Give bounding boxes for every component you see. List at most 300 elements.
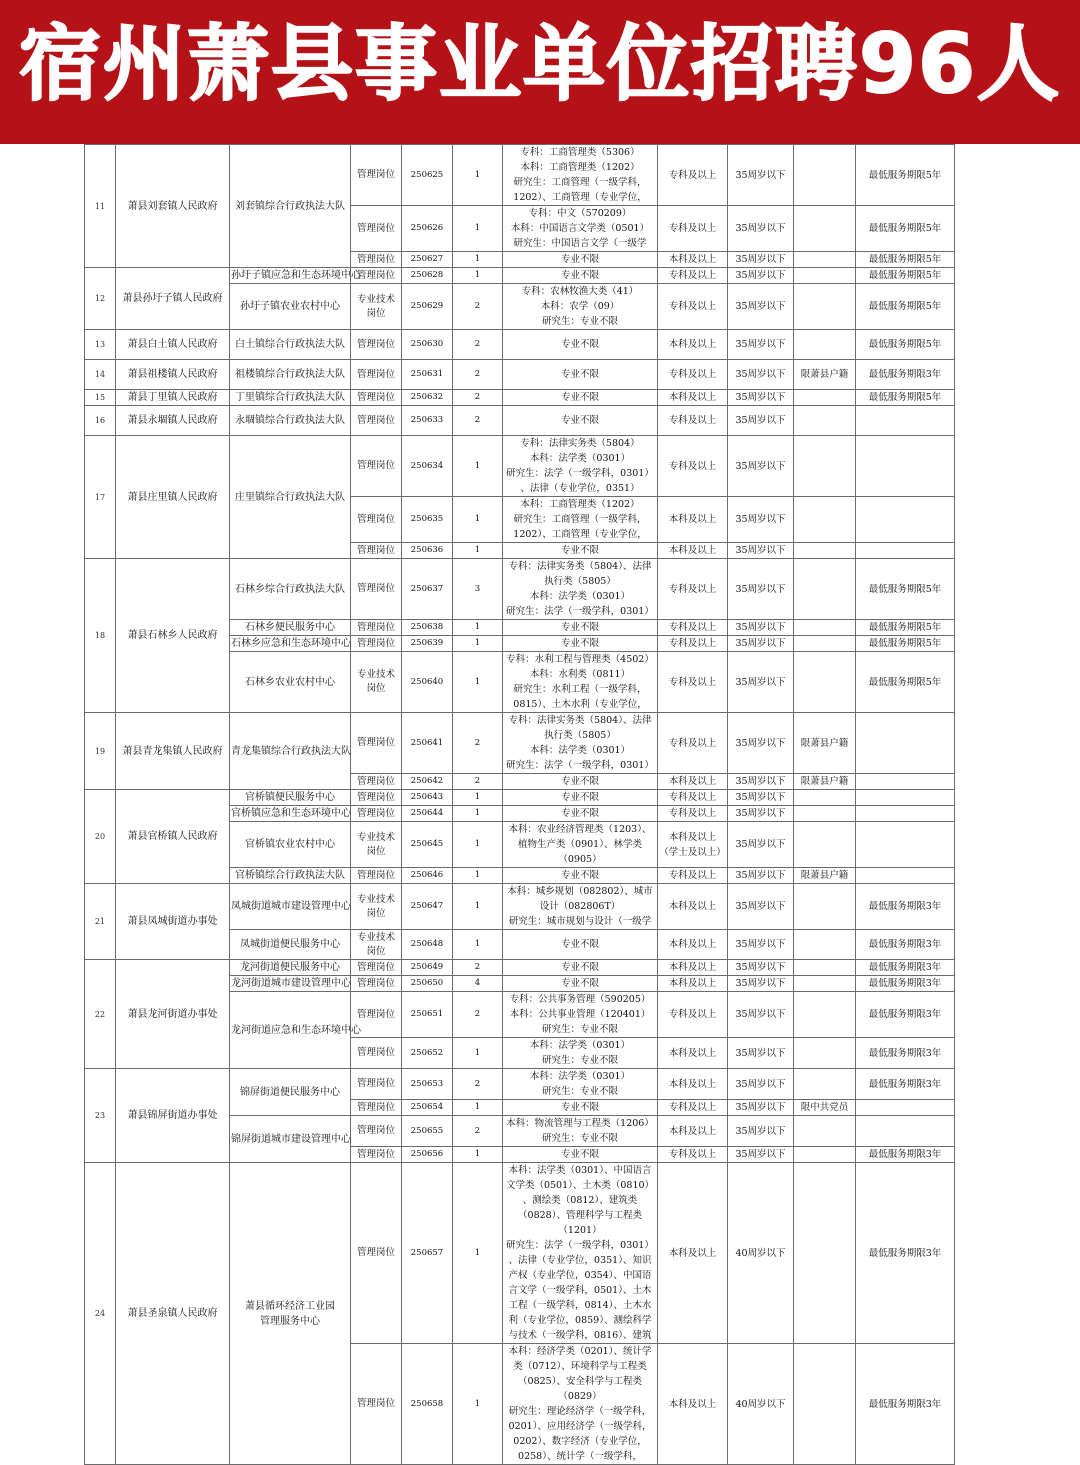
post-category-cell: 管理岗位 bbox=[351, 960, 402, 976]
other-requirement-cell bbox=[794, 976, 856, 992]
post-code-cell: 250632 bbox=[402, 390, 453, 406]
education-cell: 专科及以上 bbox=[658, 360, 728, 390]
employer-unit-cell: 萧县圣泉镇人民政府 bbox=[116, 1163, 230, 1465]
major-requirement-cell: 专业不限 bbox=[503, 930, 658, 960]
major-requirement-cell: 专科：中文（570209） 本科：中国语言文学类（0501） 研究生：中国语言文学（一级学 bbox=[503, 206, 658, 252]
post-code-cell: 250645 bbox=[402, 822, 453, 868]
other-requirement-cell bbox=[794, 284, 856, 330]
age-cell: 35周岁以下 bbox=[728, 976, 794, 992]
major-requirement-cell: 本科：经济学类（0201）、统计学 类（0712）、环境科学与工程类 （0825）、安全科学与工程类 （0829） 研究生：理论经济学（一级学科， 0201）、应用经济学（一级学科， 0202）、数字经济（专业学位， 0258）、统计学（一级学科， bbox=[503, 1344, 658, 1465]
major-requirement-cell: 专业不限 bbox=[503, 390, 658, 406]
recruiting-unit-cell: 永堌镇综合行政执法大队 bbox=[230, 406, 351, 436]
serial-number-cell: 11 bbox=[85, 145, 116, 268]
post-code-cell: 250655 bbox=[402, 1116, 453, 1147]
age-cell: 35周岁以下 bbox=[728, 822, 794, 868]
major-requirement-cell: 专业不限 bbox=[503, 868, 658, 884]
remark-cell bbox=[856, 822, 955, 868]
education-cell: 专科及以上 bbox=[658, 868, 728, 884]
remark-cell: 最低服务期限3年 bbox=[856, 1069, 955, 1100]
remark-cell: 最低服务期限5年 bbox=[856, 284, 955, 330]
recruiting-unit-cell: 丁里镇综合行政执法大队 bbox=[230, 390, 351, 406]
hiring-count-cell: 1 bbox=[453, 1100, 503, 1116]
post-code-cell: 250643 bbox=[402, 790, 453, 806]
post-category-cell: 管理岗位 bbox=[351, 806, 402, 822]
post-category-cell: 管理岗位 bbox=[351, 559, 402, 620]
education-cell: 专科及以上 bbox=[658, 652, 728, 713]
table-row bbox=[85, 559, 955, 620]
post-code-cell: 250647 bbox=[402, 884, 453, 930]
remark-cell: 最低服务期限5年 bbox=[856, 252, 955, 268]
age-cell: 35周岁以下 bbox=[728, 636, 794, 652]
serial-number-cell: 16 bbox=[85, 406, 116, 436]
age-cell: 35周岁以下 bbox=[728, 406, 794, 436]
hiring-count-cell: 1 bbox=[453, 790, 503, 806]
serial-number-cell: 22 bbox=[85, 960, 116, 1069]
post-category-cell: 管理岗位 bbox=[351, 1116, 402, 1147]
recruiting-unit-cell: 龙河街道便民服务中心 bbox=[230, 960, 351, 976]
post-code-cell: 250640 bbox=[402, 652, 453, 713]
post-category-cell: 管理岗位 bbox=[351, 1069, 402, 1100]
post-category-cell: 管理岗位 bbox=[351, 543, 402, 559]
remark-cell: 最低服务期限3年 bbox=[856, 960, 955, 976]
employer-unit-cell: 萧县石林乡人民政府 bbox=[116, 559, 230, 713]
remark-cell bbox=[856, 543, 955, 559]
recruiting-unit-cell: 官桥镇便民服务中心 bbox=[230, 790, 351, 806]
remark-cell: 最低服务期限5年 bbox=[856, 145, 955, 206]
other-requirement-cell bbox=[794, 543, 856, 559]
employer-unit-cell: 萧县孙圩子镇人民政府 bbox=[116, 268, 230, 330]
education-cell: 专科及以上 bbox=[658, 268, 728, 284]
age-cell: 35周岁以下 bbox=[728, 206, 794, 252]
major-requirement-cell: 本科：工商管理类（1202） 研究生：工商管理（一级学科， 1202）、工商管理（专业学位， bbox=[503, 497, 658, 543]
age-cell: 35周岁以下 bbox=[728, 543, 794, 559]
other-requirement-cell bbox=[794, 330, 856, 360]
education-cell: 本科及以上 bbox=[658, 543, 728, 559]
remark-cell: 最低服务期限3年 bbox=[856, 1038, 955, 1069]
education-cell: 本科及以上 bbox=[658, 252, 728, 268]
remark-cell: 最低服务期限3年 bbox=[856, 1344, 955, 1465]
post-category-cell: 管理岗位 bbox=[351, 252, 402, 268]
major-requirement-cell: 专业不限 bbox=[503, 268, 658, 284]
age-cell: 35周岁以下 bbox=[728, 884, 794, 930]
age-cell: 40周岁以下 bbox=[728, 1344, 794, 1465]
hiring-count-cell: 2 bbox=[453, 713, 503, 774]
major-requirement-cell: 专业不限 bbox=[503, 790, 658, 806]
recruiting-unit-cell: 石林乡综合行政执法大队 bbox=[230, 559, 351, 620]
hiring-count-cell: 2 bbox=[453, 960, 503, 976]
post-code-cell: 250657 bbox=[402, 1163, 453, 1344]
post-code-cell: 250641 bbox=[402, 713, 453, 774]
hiring-count-cell: 1 bbox=[453, 145, 503, 206]
age-cell: 35周岁以下 bbox=[728, 1038, 794, 1069]
post-code-cell: 250649 bbox=[402, 960, 453, 976]
remark-cell: 最低服务期限5年 bbox=[856, 268, 955, 284]
other-requirement-cell bbox=[794, 1147, 856, 1163]
post-category-cell: 管理岗位 bbox=[351, 1147, 402, 1163]
other-requirement-cell: 限中共党员 bbox=[794, 1100, 856, 1116]
hiring-count-cell: 2 bbox=[453, 390, 503, 406]
hiring-count-cell: 2 bbox=[453, 360, 503, 390]
education-cell: 本科及以上 bbox=[658, 1116, 728, 1147]
major-requirement-cell: 专科：农林牧渔大类（41） 本科：农学（09） 研究生：专业不限 bbox=[503, 284, 658, 330]
education-cell: 本科及以上 bbox=[658, 774, 728, 790]
table-row bbox=[85, 1163, 955, 1344]
employer-unit-cell: 萧县刘套镇人民政府 bbox=[116, 145, 230, 268]
post-category-cell: 管理岗位 bbox=[351, 976, 402, 992]
hiring-count-cell: 3 bbox=[453, 559, 503, 620]
remark-cell bbox=[856, 406, 955, 436]
post-category-cell: 管理岗位 bbox=[351, 1100, 402, 1116]
age-cell: 35周岁以下 bbox=[728, 652, 794, 713]
age-cell: 35周岁以下 bbox=[728, 1100, 794, 1116]
major-requirement-cell: 专业不限 bbox=[503, 806, 658, 822]
other-requirement-cell bbox=[794, 790, 856, 806]
post-code-cell: 250633 bbox=[402, 406, 453, 436]
hiring-count-cell: 1 bbox=[453, 1147, 503, 1163]
hiring-count-cell: 4 bbox=[453, 976, 503, 992]
recruiting-unit-cell: 孙圩子镇应急和生态环境中心 bbox=[230, 268, 351, 284]
post-code-cell: 250635 bbox=[402, 497, 453, 543]
education-cell: 专科及以上 bbox=[658, 145, 728, 206]
employer-unit-cell: 萧县白土镇人民政府 bbox=[116, 330, 230, 360]
remark-cell: 最低服务期限5年 bbox=[856, 652, 955, 713]
title-banner bbox=[0, 0, 1080, 144]
major-requirement-cell: 专业不限 bbox=[503, 252, 658, 268]
other-requirement-cell bbox=[794, 559, 856, 620]
age-cell: 35周岁以下 bbox=[728, 774, 794, 790]
post-code-cell: 250650 bbox=[402, 976, 453, 992]
education-cell: 本科及以上 bbox=[658, 1344, 728, 1465]
major-requirement-cell: 专业不限 bbox=[503, 976, 658, 992]
age-cell: 35周岁以下 bbox=[728, 284, 794, 330]
post-code-cell: 250637 bbox=[402, 559, 453, 620]
education-cell: 专科及以上 bbox=[658, 713, 728, 774]
remark-cell bbox=[856, 806, 955, 822]
age-cell: 35周岁以下 bbox=[728, 992, 794, 1038]
post-category-cell: 管理岗位 bbox=[351, 436, 402, 497]
major-requirement-cell: 专科：工商管理类（5306） 本科：工商管理类（1202） 研究生：工商管理（一级学科， 1202）、工商管理（专业学位， bbox=[503, 145, 658, 206]
post-code-cell: 250658 bbox=[402, 1344, 453, 1465]
hiring-count-cell: 1 bbox=[453, 543, 503, 559]
hiring-count-cell: 2 bbox=[453, 1116, 503, 1147]
remark-cell: 最低服务期限5年 bbox=[856, 559, 955, 620]
major-requirement-cell: 本科：城乡规划（082802）、城市 设计（082806T） 研究生：城市规划与设计（一级学 bbox=[503, 884, 658, 930]
page-title: 宿州萧县事业单位招聘96人 bbox=[18, 17, 1062, 112]
remark-cell: 最低服务期限3年 bbox=[856, 1163, 955, 1344]
remark-cell bbox=[856, 868, 955, 884]
post-category-cell: 管理岗位 bbox=[351, 1344, 402, 1465]
employer-unit-cell: 萧县官桥镇人民政府 bbox=[116, 790, 230, 884]
hiring-count-cell: 2 bbox=[453, 992, 503, 1038]
recruitment-table-container bbox=[84, 144, 956, 1462]
post-code-cell: 250631 bbox=[402, 360, 453, 390]
hiring-count-cell: 1 bbox=[453, 620, 503, 636]
other-requirement-cell bbox=[794, 1116, 856, 1147]
education-cell: 专科及以上 bbox=[658, 406, 728, 436]
remark-cell: 最低服务期限3年 bbox=[856, 360, 955, 390]
recruiting-unit-cell: 龙河街道城市建设管理中心 bbox=[230, 976, 351, 992]
education-cell: 本科及以上 bbox=[658, 390, 728, 406]
other-requirement-cell: 限萧县户籍 bbox=[794, 713, 856, 774]
post-code-cell: 250629 bbox=[402, 284, 453, 330]
major-requirement-cell: 专业不限 bbox=[503, 960, 658, 976]
major-requirement-cell: 专业不限 bbox=[503, 406, 658, 436]
other-requirement-cell bbox=[794, 652, 856, 713]
major-requirement-cell: 专科：水利工程与管理类（4502） 本科：水利类（0811） 研究生：水利工程（一级学科， 0815）、土木水利（专业学位， bbox=[503, 652, 658, 713]
remark-cell: 最低服务期限3年 bbox=[856, 976, 955, 992]
education-cell: 本科及以上 bbox=[658, 497, 728, 543]
other-requirement-cell bbox=[794, 1163, 856, 1344]
education-cell: 本科及以上 bbox=[658, 884, 728, 930]
education-cell: 本科及以上 bbox=[658, 976, 728, 992]
post-code-cell: 250652 bbox=[402, 1038, 453, 1069]
major-requirement-cell: 专业不限 bbox=[503, 360, 658, 390]
employer-unit-cell: 萧县永堌镇人民政府 bbox=[116, 406, 230, 436]
table-row bbox=[85, 884, 955, 930]
hiring-count-cell: 1 bbox=[453, 1163, 503, 1344]
serial-number-cell: 24 bbox=[85, 1163, 116, 1465]
age-cell: 35周岁以下 bbox=[728, 559, 794, 620]
education-cell: 专科及以上 bbox=[658, 559, 728, 620]
hiring-count-cell: 1 bbox=[453, 1344, 503, 1465]
table-row bbox=[85, 390, 955, 406]
remark-cell bbox=[856, 1116, 955, 1147]
recruiting-unit-cell: 官桥镇综合行政执法大队 bbox=[230, 868, 351, 884]
major-requirement-cell: 专业不限 bbox=[503, 1147, 658, 1163]
post-code-cell: 250656 bbox=[402, 1147, 453, 1163]
recruiting-unit-cell: 刘套镇综合行政执法大队 bbox=[230, 145, 351, 268]
remark-cell: 最低服务期限5年 bbox=[856, 620, 955, 636]
other-requirement-cell bbox=[794, 1038, 856, 1069]
other-requirement-cell bbox=[794, 636, 856, 652]
age-cell: 35周岁以下 bbox=[728, 1147, 794, 1163]
post-category-cell: 专业技术 岗位 bbox=[351, 930, 402, 960]
employer-unit-cell: 萧县丁里镇人民政府 bbox=[116, 390, 230, 406]
post-category-cell: 管理岗位 bbox=[351, 790, 402, 806]
other-requirement-cell: 限萧县户籍 bbox=[794, 868, 856, 884]
recruiting-unit-cell: 锦屏街道便民服务中心 bbox=[230, 1069, 351, 1116]
education-cell: 专科及以上 bbox=[658, 620, 728, 636]
serial-number-cell: 17 bbox=[85, 436, 116, 559]
recruiting-unit-cell: 石林乡农业农村中心 bbox=[230, 652, 351, 713]
other-requirement-cell bbox=[794, 206, 856, 252]
major-requirement-cell: 专科：法律实务类（5804）、法律 执行类（5805） 本科：法学类（0301） 研究生：法学（一级学科，0301） bbox=[503, 713, 658, 774]
remark-cell: 最低服务期限5年 bbox=[856, 330, 955, 360]
serial-number-cell: 14 bbox=[85, 360, 116, 390]
remark-cell: 最低服务期限3年 bbox=[856, 1147, 955, 1163]
serial-number-cell: 19 bbox=[85, 713, 116, 790]
post-code-cell: 250648 bbox=[402, 930, 453, 960]
serial-number-cell: 21 bbox=[85, 884, 116, 960]
other-requirement-cell bbox=[794, 1344, 856, 1465]
hiring-count-cell: 1 bbox=[453, 868, 503, 884]
serial-number-cell: 23 bbox=[85, 1069, 116, 1163]
post-code-cell: 250628 bbox=[402, 268, 453, 284]
post-category-cell: 管理岗位 bbox=[351, 1163, 402, 1344]
table-row bbox=[85, 790, 955, 806]
remark-cell: 最低服务期限5年 bbox=[856, 390, 955, 406]
education-cell: 本科及以上 bbox=[658, 1069, 728, 1100]
post-category-cell: 管理岗位 bbox=[351, 636, 402, 652]
post-category-cell: 管理岗位 bbox=[351, 497, 402, 543]
education-cell: 本科及以上 bbox=[658, 1038, 728, 1069]
post-code-cell: 250653 bbox=[402, 1069, 453, 1100]
post-code-cell: 250642 bbox=[402, 774, 453, 790]
education-cell: 本科及以上 （学士及以上） bbox=[658, 822, 728, 868]
recruiting-unit-cell: 孙圩子镇农业农村中心 bbox=[230, 284, 351, 330]
recruiting-unit-cell: 萧县循环经济工业园 管理服务中心 bbox=[230, 1163, 351, 1465]
education-cell: 本科及以上 bbox=[658, 1163, 728, 1344]
recruiting-unit-cell: 石林乡便民服务中心 bbox=[230, 620, 351, 636]
education-cell: 专科及以上 bbox=[658, 636, 728, 652]
recruiting-unit-cell: 白土镇综合行政执法大队 bbox=[230, 330, 351, 360]
age-cell: 35周岁以下 bbox=[728, 436, 794, 497]
post-code-cell: 250634 bbox=[402, 436, 453, 497]
major-requirement-cell: 专科：法律实务类（5804） 本科：法学类（0301） 研究生：法学（一级学科，0301） 、法律（专业学位，0351） bbox=[503, 436, 658, 497]
major-requirement-cell: 本科：法学类（0301）、中国语言 文学类（0501）、土木类（0810） 、测绘类（0812）、建筑类 （0828）、管理科学与工程类 （1201） 研究生：法学（一级学科，0301） 、法律（专业学位，0351）、知识 产权（专业学位，0354）、中国语 言文学（一级学科，0501）、土木 工程（一级学科，0814）、土木水 利（专业学位，0859）、测绘科学 与技术（一级学科，0816）、建筑 bbox=[503, 1163, 658, 1344]
post-category-cell: 管理岗位 bbox=[351, 390, 402, 406]
post-category-cell: 管理岗位 bbox=[351, 774, 402, 790]
post-category-cell: 专业技术 岗位 bbox=[351, 284, 402, 330]
major-requirement-cell: 本科：物流管理与工程类（1206） 研究生：专业不限 bbox=[503, 1116, 658, 1147]
table-row bbox=[85, 330, 955, 360]
education-cell: 专科及以上 bbox=[658, 436, 728, 497]
age-cell: 35周岁以下 bbox=[728, 960, 794, 976]
post-code-cell: 250625 bbox=[402, 145, 453, 206]
major-requirement-cell: 专业不限 bbox=[503, 543, 658, 559]
remark-cell bbox=[856, 1100, 955, 1116]
hiring-count-cell: 2 bbox=[453, 1069, 503, 1100]
education-cell: 本科及以上 bbox=[658, 960, 728, 976]
post-category-cell: 管理岗位 bbox=[351, 145, 402, 206]
table-row bbox=[85, 268, 955, 284]
post-category-cell: 管理岗位 bbox=[351, 406, 402, 436]
other-requirement-cell bbox=[794, 992, 856, 1038]
age-cell: 35周岁以下 bbox=[728, 868, 794, 884]
post-code-cell: 250651 bbox=[402, 992, 453, 1038]
table-row bbox=[85, 360, 955, 390]
education-cell: 专科及以上 bbox=[658, 1100, 728, 1116]
recruiting-unit-cell: 青龙集镇综合行政执法大队 bbox=[230, 713, 351, 790]
hiring-count-cell: 1 bbox=[453, 930, 503, 960]
major-requirement-cell: 专业不限 bbox=[503, 620, 658, 636]
post-code-cell: 250646 bbox=[402, 868, 453, 884]
remark-cell bbox=[856, 713, 955, 774]
other-requirement-cell bbox=[794, 960, 856, 976]
other-requirement-cell: 限萧县户籍 bbox=[794, 774, 856, 790]
remark-cell bbox=[856, 436, 955, 497]
age-cell: 35周岁以下 bbox=[728, 360, 794, 390]
recruiting-unit-cell: 庄里镇综合行政执法大队 bbox=[230, 436, 351, 559]
table-row bbox=[85, 960, 955, 976]
recruiting-unit-cell: 祖楼镇综合行政执法大队 bbox=[230, 360, 351, 390]
major-requirement-cell: 专科：公共事务管理（590205） 本科：公共事业管理（120401） 研究生：专业不限 bbox=[503, 992, 658, 1038]
age-cell: 35周岁以下 bbox=[728, 790, 794, 806]
table-row bbox=[85, 406, 955, 436]
age-cell: 35周岁以下 bbox=[728, 252, 794, 268]
major-requirement-cell: 本科：法学类（0301） 研究生：专业不限 bbox=[503, 1038, 658, 1069]
remark-cell: 最低服务期限3年 bbox=[856, 930, 955, 960]
post-category-cell: 管理岗位 bbox=[351, 206, 402, 252]
post-code-cell: 250639 bbox=[402, 636, 453, 652]
hiring-count-cell: 1 bbox=[453, 206, 503, 252]
post-category-cell: 管理岗位 bbox=[351, 330, 402, 360]
remark-cell bbox=[856, 774, 955, 790]
serial-number-cell: 20 bbox=[85, 790, 116, 884]
table-row bbox=[85, 713, 955, 774]
major-requirement-cell: 本科：法学类（0301） 研究生：专业不限 bbox=[503, 1069, 658, 1100]
post-category-cell: 管理岗位 bbox=[351, 868, 402, 884]
major-requirement-cell: 本科：农业经济管理类（1203）、 植物生产类（0901）、林学类 （0905） bbox=[503, 822, 658, 868]
major-requirement-cell: 专科：法律实务类（5804）、法律 执行类（5805） 本科：法学类（0301） 研究生：法学（一级学科，0301） bbox=[503, 559, 658, 620]
hiring-count-cell: 1 bbox=[453, 806, 503, 822]
post-category-cell: 管理岗位 bbox=[351, 620, 402, 636]
employer-unit-cell: 萧县祖楼镇人民政府 bbox=[116, 360, 230, 390]
hiring-count-cell: 1 bbox=[453, 636, 503, 652]
employer-unit-cell: 萧县龙河街道办事处 bbox=[116, 960, 230, 1069]
age-cell: 35周岁以下 bbox=[728, 1069, 794, 1100]
hiring-count-cell: 2 bbox=[453, 330, 503, 360]
hiring-count-cell: 1 bbox=[453, 497, 503, 543]
education-cell: 本科及以上 bbox=[658, 930, 728, 960]
remark-cell: 最低服务期限3年 bbox=[856, 992, 955, 1038]
remark-cell bbox=[856, 497, 955, 543]
recruiting-unit-cell: 官桥镇农业农村中心 bbox=[230, 822, 351, 868]
age-cell: 40周岁以下 bbox=[728, 1163, 794, 1344]
hiring-count-cell: 2 bbox=[453, 774, 503, 790]
age-cell: 35周岁以下 bbox=[728, 497, 794, 543]
education-cell: 专科及以上 bbox=[658, 790, 728, 806]
major-requirement-cell: 专业不限 bbox=[503, 1100, 658, 1116]
age-cell: 35周岁以下 bbox=[728, 713, 794, 774]
remark-cell: 最低服务期限5年 bbox=[856, 206, 955, 252]
major-requirement-cell: 专业不限 bbox=[503, 774, 658, 790]
hiring-count-cell: 1 bbox=[453, 252, 503, 268]
recruiting-unit-cell: 龙河街道应急和生态环境中心 bbox=[230, 992, 351, 1069]
employer-unit-cell: 萧县锦屏街道办事处 bbox=[116, 1069, 230, 1163]
other-requirement-cell bbox=[794, 822, 856, 868]
table-row bbox=[85, 436, 955, 497]
hiring-count-cell: 1 bbox=[453, 268, 503, 284]
post-category-cell: 管理岗位 bbox=[351, 1038, 402, 1069]
serial-number-cell: 18 bbox=[85, 559, 116, 713]
table-row bbox=[85, 145, 955, 206]
other-requirement-cell bbox=[794, 406, 856, 436]
employer-unit-cell: 萧县凤城街道办事处 bbox=[116, 884, 230, 960]
post-category-cell: 管理岗位 bbox=[351, 713, 402, 774]
age-cell: 35周岁以下 bbox=[728, 620, 794, 636]
post-code-cell: 250654 bbox=[402, 1100, 453, 1116]
recruiting-unit-cell: 锦屏街道城市建设管理中心 bbox=[230, 1116, 351, 1163]
hiring-count-cell: 1 bbox=[453, 652, 503, 713]
other-requirement-cell bbox=[794, 252, 856, 268]
post-category-cell: 管理岗位 bbox=[351, 992, 402, 1038]
education-cell: 专科及以上 bbox=[658, 284, 728, 330]
age-cell: 35周岁以下 bbox=[728, 1116, 794, 1147]
post-code-cell: 250626 bbox=[402, 206, 453, 252]
serial-number-cell: 13 bbox=[85, 330, 116, 360]
post-category-cell: 专业技术 岗位 bbox=[351, 652, 402, 713]
hiring-count-cell: 2 bbox=[453, 284, 503, 330]
other-requirement-cell bbox=[794, 620, 856, 636]
remark-cell bbox=[856, 790, 955, 806]
other-requirement-cell bbox=[794, 497, 856, 543]
hiring-count-cell: 1 bbox=[453, 1038, 503, 1069]
post-category-cell: 管理岗位 bbox=[351, 268, 402, 284]
recruiting-unit-cell: 石林乡应急和生态环境中心 bbox=[230, 636, 351, 652]
post-category-cell: 专业技术 岗位 bbox=[351, 884, 402, 930]
recruitment-table bbox=[84, 144, 955, 1465]
